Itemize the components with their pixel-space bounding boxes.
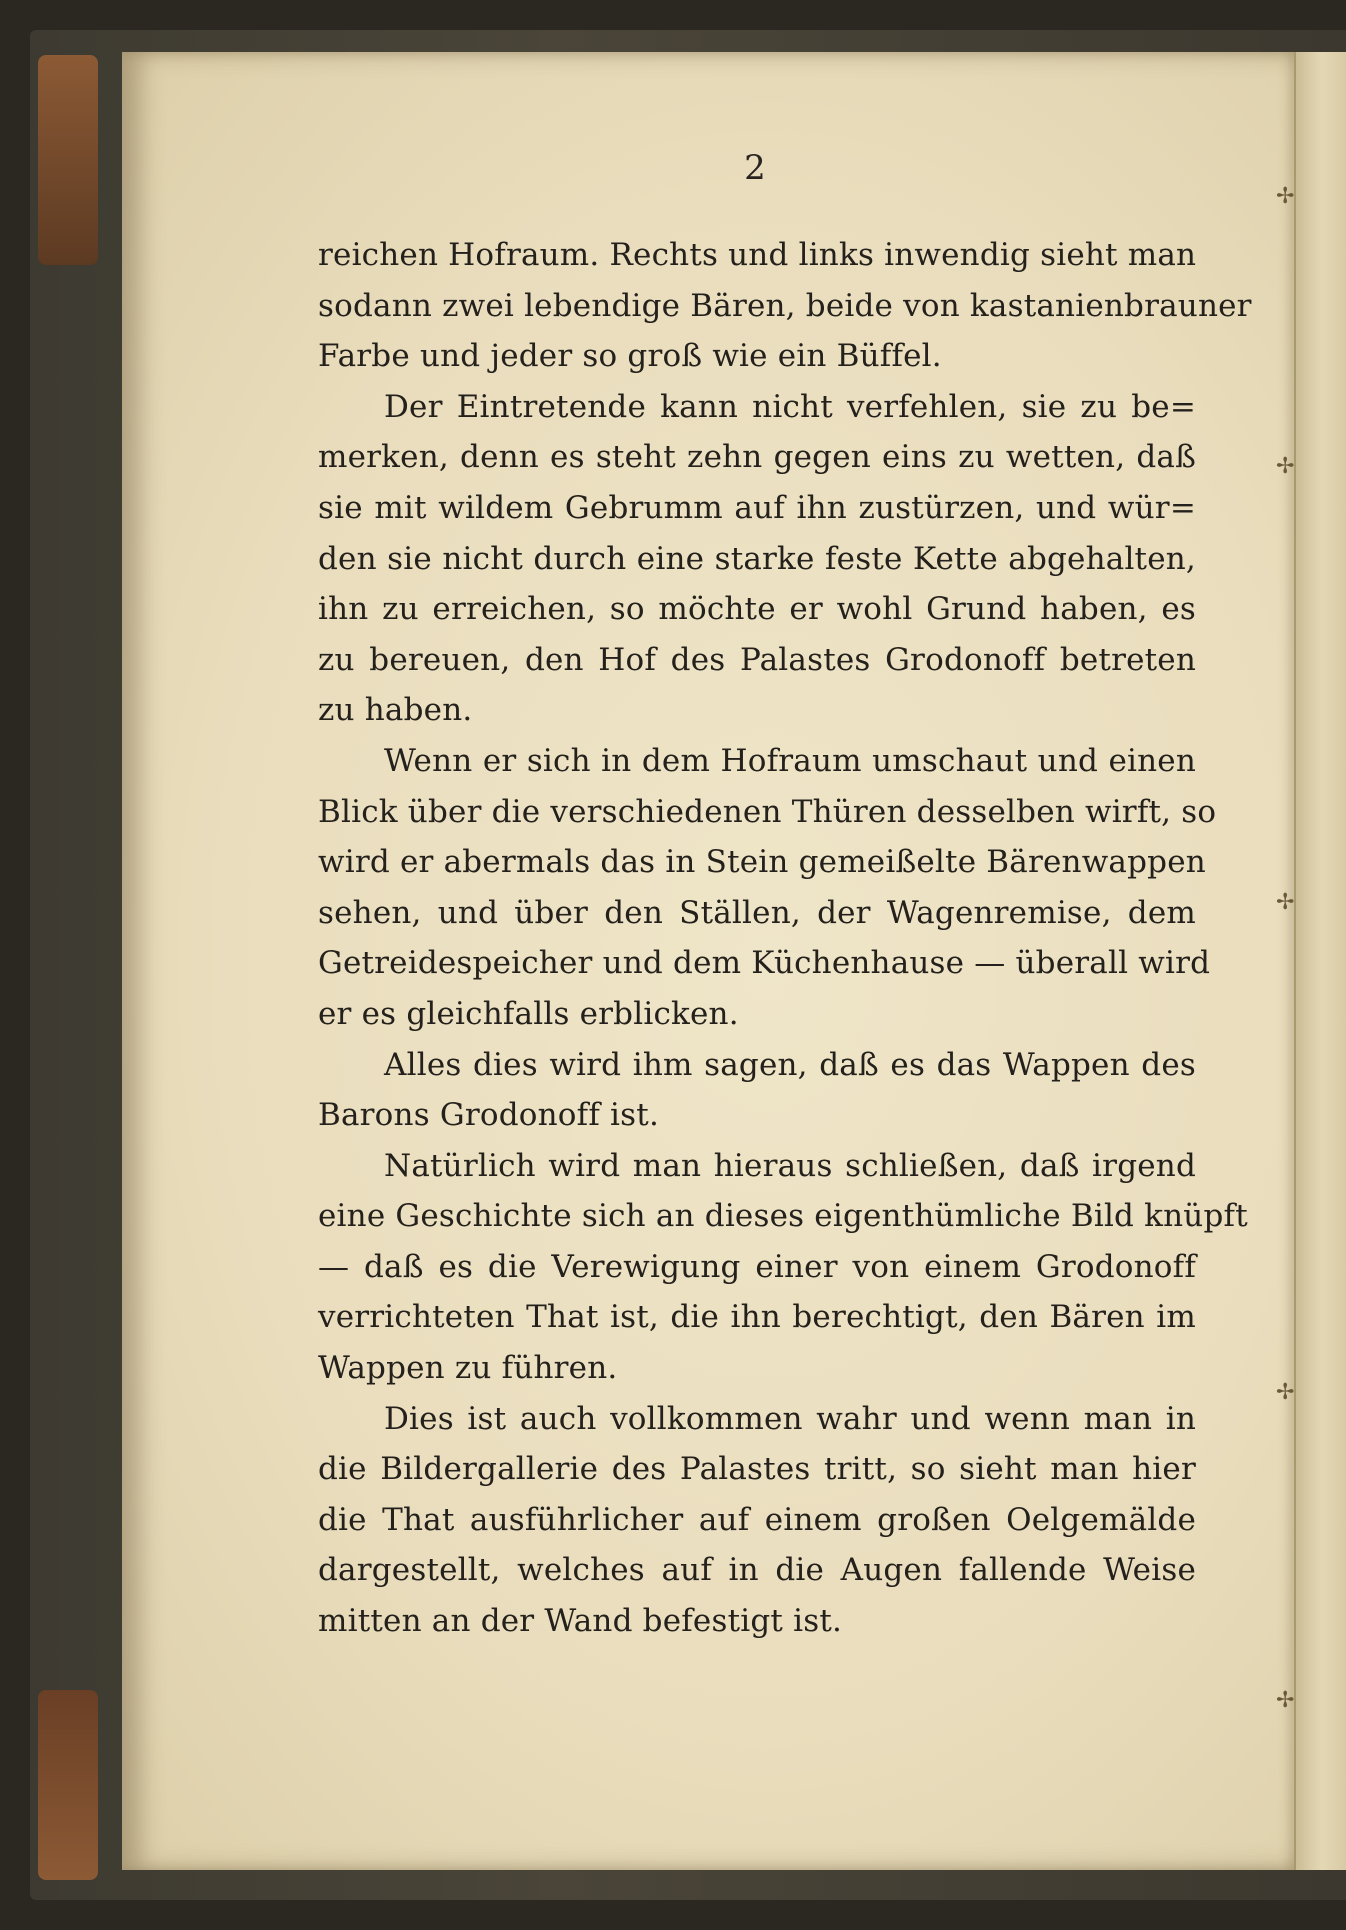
cover-leather-corner-top [38, 55, 98, 265]
text-line: zu bereuen, den Hof des Palastes Grodonoff betreten [318, 641, 1196, 678]
text-line: Alles dies wird ihm sagen, daß es das Wappen des [384, 1046, 1196, 1083]
text-line: Wenn er sich in dem Hofraum umschaut und einen [384, 742, 1196, 779]
text-line: sodann zwei lebendige Bären, beide von kastanienbrauner [318, 287, 1252, 324]
binding-thread-mark: ✢ [1276, 1380, 1295, 1405]
text-line: die Bildergallerie des Palastes tritt, so sieht man hier [318, 1451, 1196, 1488]
text-line: Getreidespeicher und dem Küchenhause — überall wird [318, 945, 1211, 982]
text-line: verrichteten That ist, die ihn berechtigt, den Bären im [318, 1299, 1196, 1336]
binding-thread-mark: ✢ [1276, 184, 1295, 209]
text-line: sehen, und über den Ställen, der Wagenremise, dem [318, 894, 1196, 931]
binding-thread-mark: ✢ [1276, 890, 1295, 915]
text-line: die That ausführlicher auf einem großen Oelgemälde [318, 1501, 1196, 1538]
next-page-edge [1294, 52, 1346, 1870]
text-line: merken, denn es steht zehn gegen eins zu wetten, daß [318, 439, 1196, 476]
text-line: Der Eintretende kann nicht verfehlen, sie zu be= [384, 388, 1196, 425]
text-line: Wappen zu führen. [318, 1350, 618, 1387]
text-line: wird er abermals das in Stein gemeißelte Bärenwappen [318, 844, 1206, 881]
text-line: Farbe und jeder so groß wie ein Büffel. [318, 338, 942, 375]
text-line: sie mit wildem Gebrumm auf ihn zustürzen, und wür= [318, 489, 1196, 526]
text-line: mitten an der Wand befestigt ist. [318, 1603, 843, 1640]
text-line: Natürlich wird man hieraus schließen, daß irgend [384, 1147, 1196, 1184]
body-text [318, 230, 1252, 1647]
binding-thread-mark: ✢ [1276, 454, 1295, 479]
text-line: den sie nicht durch eine starke feste Kette abgehalten, [318, 540, 1196, 577]
text-line: Dies ist auch vollkommen wahr und wenn man in [384, 1400, 1196, 1437]
text-line: reichen Hofraum. Rechts und links inwendig sieht man [318, 237, 1197, 273]
text-line: dargestellt, welches auf in die Augen fallende Weise [318, 1552, 1196, 1589]
text-line: Barons Grodonoff ist. [318, 1097, 659, 1134]
page-number: 2 [744, 148, 766, 188]
text-line: — daß es die Verewigung einer von einem Grodonoff [318, 1248, 1196, 1285]
text-line: eine Geschichte sich an dieses eigenthümliche Bild knüpft [318, 1198, 1248, 1235]
text-line: Blick über die verschiedenen Thüren desselben wirft, so [318, 793, 1217, 830]
text-line: er es gleichfalls erblicken. [318, 995, 739, 1032]
text-line: ihn zu erreichen, so möchte er wohl Grund haben, es [318, 591, 1196, 628]
binding-thread-mark: ✢ [1276, 1688, 1295, 1713]
cover-leather-corner-bottom [38, 1690, 98, 1880]
text-line: zu haben. [318, 692, 473, 729]
